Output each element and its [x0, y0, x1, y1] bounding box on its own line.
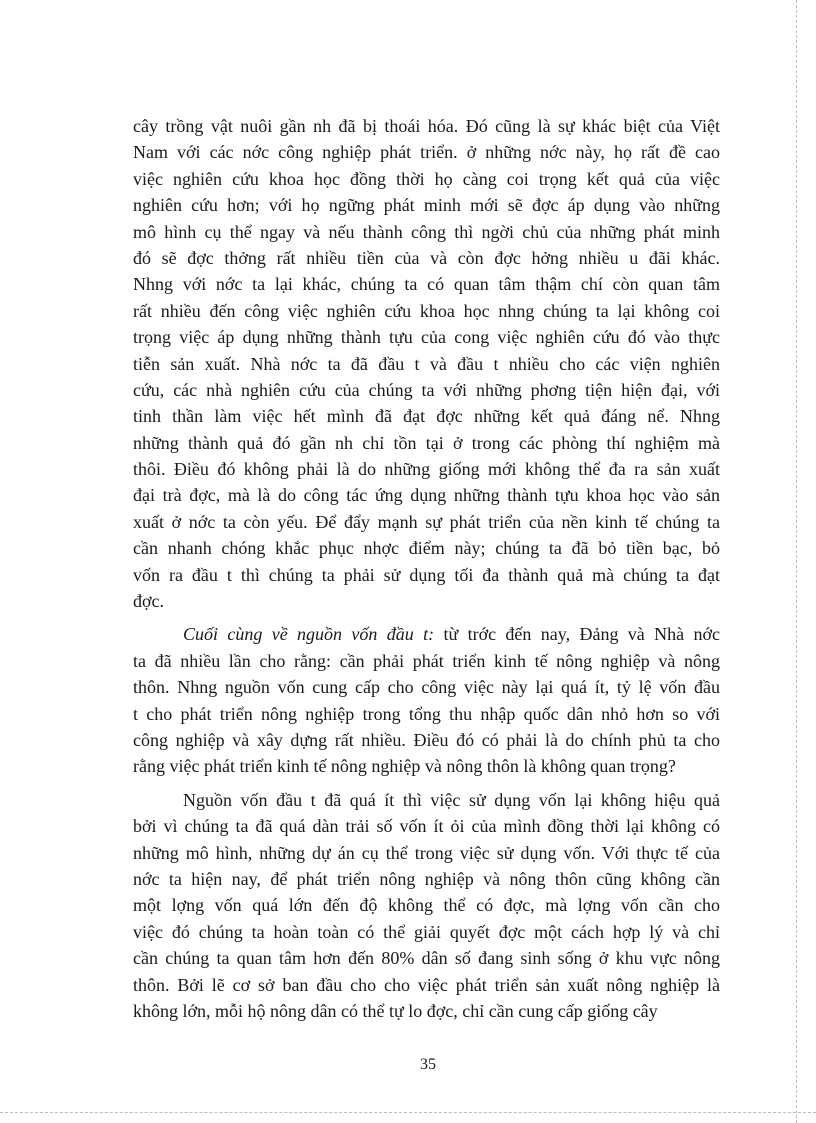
page-border-bottom — [0, 1112, 816, 1113]
text-line: việc nghiên cứu khoa học đồng thời họ càng coi trọng kết quả của việc — [133, 168, 720, 189]
text-line: rất nhiều đến công việc nghiên cứu khoa học nhng chúng ta lại không coi — [133, 300, 720, 321]
text-line: tiễn sản xuất. Nhà nớc ta đã đầu t và đầu t nhiều cho các viện nghiên — [133, 353, 720, 374]
text-line: cần chúng ta quan tâm hơn đến 80% dân số đang sinh sống ở khu vực nông — [133, 948, 720, 969]
text-line: cần nhanh chóng khắc phục nhợc điểm này; chúng ta đã bỏ tiền bạc, bỏ — [133, 538, 720, 559]
text-line: Nguồn vốn đầu t đã quá ít thì việc sử dụng vốn lại không hiệu quả — [183, 789, 720, 810]
text-line: đại trà đợc, mà là do công tác ứng dụng những thành tựu khoa học vào sản — [133, 485, 720, 506]
text-line: mô hình cụ thể ngay và nếu thành công thì ngời chủ của những phát minh — [133, 221, 720, 242]
page-number: 35 — [420, 1056, 436, 1073]
text-line: Nam với các nớc công nghiệp phát triển. ở những nớc này, họ rất đề cao — [133, 142, 720, 163]
text-line: xuất ở nớc ta còn yếu. Để đẩy mạnh sự phát triển của nền kinh tế chúng ta — [133, 511, 720, 532]
text-line: trọng việc áp dụng những thành tựu của cong việc nghiên cứu đó vào thực — [133, 327, 720, 348]
text-line: thôn. Bởi lẽ cơ sở ban đầu cho cho việc phát triển sản xuất nông nghiệp là — [133, 974, 720, 995]
text-line: một lợng vốn quá lớn đến độ không thể có đợc, mà lợng vốn cần cho — [133, 895, 720, 916]
text-line: công nghiệp và xây dựng rất nhiều. Điều đó có phải là do chính phủ ta cho — [133, 729, 720, 750]
text-line: ta đã nhiều lần cho rằng: cần phải phát triển kinh tế nông nghiệp và nông — [133, 650, 720, 671]
paragraph-first-line — [133, 621, 720, 647]
text-line: những mô hình, những dự án cụ thể trong việc sử dụng vốn. Với thực tế của — [133, 842, 720, 863]
paragraph-first-line-rest: từ trớc đến nay, Đảng và Nhà nớc — [434, 624, 720, 645]
paragraph — [133, 621, 720, 779]
text-line: nghiên cứu hơn; với họ ngững phát minh mới sẽ đợc áp dụng vào những — [133, 195, 720, 216]
text-line: bởi vì chúng ta đã quá dàn trải số vốn ít ỏi của mình đồng thời lại không có — [133, 816, 720, 837]
text-line: đó sẽ đợc thởng rất nhiều tiền của và còn đợc hởng nhiều u đãi khác. — [133, 247, 720, 268]
text-line: việc đó chúng ta hoàn toàn có thể giải quyết đợc một cách hợp lý và chỉ — [133, 921, 720, 942]
text-line: tinh thần làm việc hết mình đã đạt đợc những kết quả đáng nể. Nhng — [133, 406, 720, 427]
text-line: Nhng với nớc ta lại khác, chúng ta có quan tâm thậm chí còn quan tâm — [133, 274, 720, 295]
text-line: rằng việc phát triển kinh tế nông nghiệp và nông thôn là không quan trọng? — [133, 756, 676, 777]
paragraph — [133, 113, 720, 614]
text-line: cây trồng vật nuôi gần nh đã bị thoái hóa. Đó cũng là sự khác biệt của Việt — [133, 116, 720, 136]
text-line: thôn. Nhng nguồn vốn cung cấp cho công việc này lại quá ít, tỷ lệ vốn đầu — [133, 677, 720, 698]
body-text — [133, 113, 720, 1024]
text-line: t cho phát triển nông nghiệp trong tổng thu nhập quốc dân nhỏ hơn so với — [133, 703, 720, 724]
paragraph — [133, 787, 720, 1025]
text-line: những thành quả đó gần nh chỉ tồn tại ở trong các phòng thí nghiệm mà — [133, 432, 720, 453]
text-line: thôi. Điều đó không phải là do những giống mới không thể đa ra sản xuất — [133, 459, 720, 480]
text-line: đợc. — [133, 591, 165, 612]
text-line: nớc ta hiện nay, để phát triển nông nghiệp và nông thôn cũng không cần — [133, 868, 720, 889]
paragraph-lead: Cuối cùng về nguồn vốn đầu t: — [183, 624, 435, 645]
page-border-right — [796, 0, 797, 1123]
text-line: cứu, các nhà nghiên cứu của chúng ta với những phơng tiện hiện đại, với — [133, 379, 720, 400]
text-line: không lớn, mỗi hộ nông dân có thể tự lo đợc, chỉ cần cung cấp giống cây — [133, 1000, 658, 1021]
text-line: vốn ra đầu t thì chúng ta phải sử dụng tối đa thành quả mà chúng ta đạt — [133, 564, 720, 585]
